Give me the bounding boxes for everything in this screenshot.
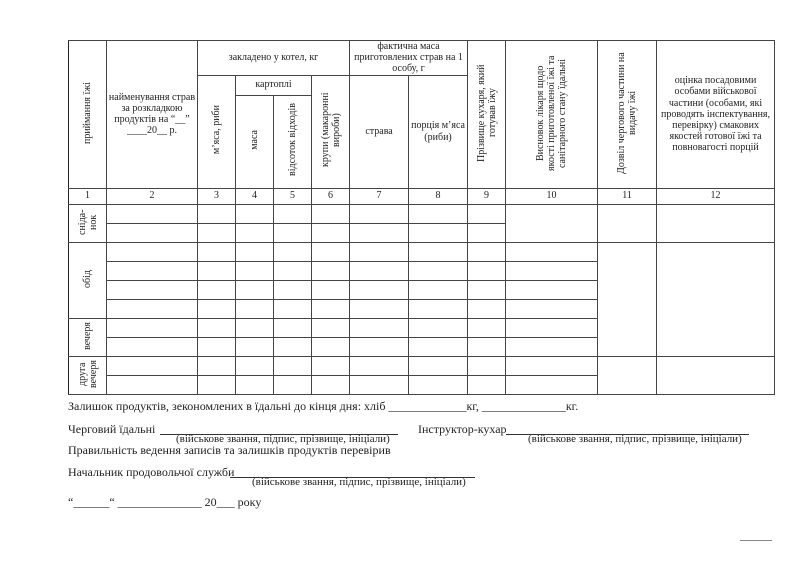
entry-cell[interactable]: [657, 204, 775, 242]
instructor-label: Інструктор-кухар: [418, 422, 507, 436]
entry-cell[interactable]: [312, 299, 350, 318]
column-number: 8: [409, 188, 468, 204]
header-dish: страва: [350, 75, 409, 188]
entry-cell[interactable]: [274, 337, 312, 356]
date-line[interactable]: “______“ ______________ 20___ року: [68, 495, 262, 509]
column-number: 1: [69, 188, 107, 204]
entry-cell[interactable]: [598, 204, 657, 242]
entry-cell[interactable]: [409, 375, 468, 394]
header-cook-name: Прізвище кухаря, який готував їжу: [468, 41, 506, 189]
entry-cell[interactable]: [506, 280, 598, 299]
entry-cell[interactable]: [468, 299, 506, 318]
entry-cell[interactable]: [312, 375, 350, 394]
meal-label-second-dinner: друга вечеря: [69, 356, 107, 394]
entry-cell[interactable]: [657, 356, 775, 394]
entry-cell[interactable]: [236, 299, 274, 318]
entry-cell[interactable]: [409, 204, 468, 223]
entry-cell[interactable]: [409, 261, 468, 280]
instructor-caption: (військове звання, підпис, прізвище, ініціали): [528, 433, 742, 445]
column-number: 11: [598, 188, 657, 204]
entry-cell[interactable]: [274, 375, 312, 394]
entry-cell[interactable]: [107, 223, 198, 242]
entry-cell[interactable]: [350, 261, 409, 280]
column-number: 2: [107, 188, 198, 204]
header-groats: крупи (макаронні вироби): [312, 75, 350, 188]
entry-cell[interactable]: [198, 375, 236, 394]
entry-cell[interactable]: [350, 223, 409, 242]
column-number: 5: [274, 188, 312, 204]
entry-cell[interactable]: [236, 318, 274, 337]
entry-cell[interactable]: [107, 299, 198, 318]
meal-label-dinner: вечеря: [69, 318, 107, 356]
entry-cell[interactable]: [198, 337, 236, 356]
entry-cell[interactable]: [350, 242, 409, 261]
entry-cell[interactable]: [236, 261, 274, 280]
entry-cell[interactable]: [107, 280, 198, 299]
entry-cell[interactable]: [312, 261, 350, 280]
entry-cell[interactable]: [198, 299, 236, 318]
header-portion-meat: порція м’яса (риби): [409, 75, 468, 188]
entry-cell[interactable]: [468, 318, 506, 337]
dining-duty-caption: (військове звання, підпис, прізвище, ініціали): [176, 433, 390, 445]
entry-cell[interactable]: [598, 356, 657, 394]
entry-cell[interactable]: [468, 204, 506, 223]
entry-cell[interactable]: [468, 280, 506, 299]
entry-cell[interactable]: [107, 337, 198, 356]
entry-cell[interactable]: [107, 204, 198, 223]
entry-cell[interactable]: [350, 299, 409, 318]
entry-cell[interactable]: [506, 299, 598, 318]
column-number: 7: [350, 188, 409, 204]
entry-cell[interactable]: [236, 280, 274, 299]
entry-cell[interactable]: [468, 356, 506, 375]
entry-cell[interactable]: [198, 204, 236, 223]
header-potatoes: картоплі: [236, 75, 312, 95]
daily-food-register-table: [68, 40, 775, 395]
entry-cell[interactable]: [350, 337, 409, 356]
entry-cell[interactable]: [107, 261, 198, 280]
column-number: 3: [198, 188, 236, 204]
entry-cell[interactable]: [468, 337, 506, 356]
entry-cell[interactable]: [409, 318, 468, 337]
entry-cell[interactable]: [198, 261, 236, 280]
entry-cell[interactable]: [274, 299, 312, 318]
entry-cell[interactable]: [236, 204, 274, 223]
table-row: [69, 242, 775, 261]
entry-cell[interactable]: [236, 356, 274, 375]
entry-cell[interactable]: [506, 356, 598, 375]
remainder-line: Залишок продуктів, зекономлених в їдальні до кінця дня: хліб _____________кг, ______________кг.: [68, 399, 579, 413]
entry-cell[interactable]: [350, 356, 409, 375]
entry-cell[interactable]: [236, 337, 274, 356]
entry-cell[interactable]: [107, 375, 198, 394]
entry-cell[interactable]: [236, 375, 274, 394]
entry-cell[interactable]: [274, 318, 312, 337]
entry-cell[interactable]: [468, 223, 506, 242]
entry-cell[interactable]: [350, 318, 409, 337]
entry-cell[interactable]: [350, 204, 409, 223]
entry-cell[interactable]: [312, 337, 350, 356]
entry-cell[interactable]: [409, 242, 468, 261]
table-row: [69, 204, 775, 223]
table-row: [69, 356, 775, 375]
entry-cell[interactable]: [198, 223, 236, 242]
column-number: 9: [468, 188, 506, 204]
entry-cell[interactable]: [236, 242, 274, 261]
entry-cell[interactable]: [312, 242, 350, 261]
entry-cell[interactable]: [350, 280, 409, 299]
entry-cell[interactable]: [506, 318, 598, 337]
entry-cell[interactable]: [312, 280, 350, 299]
entry-cell[interactable]: [198, 242, 236, 261]
entry-cell[interactable]: [198, 356, 236, 375]
header-potato-mass: маса: [236, 95, 274, 188]
entry-cell[interactable]: [274, 356, 312, 375]
entry-cell[interactable]: [506, 337, 598, 356]
header-duty-permission: Дозвіл чергового частини на видачу їжі: [598, 41, 657, 189]
header-meal-time: приймання їжі: [69, 41, 107, 189]
entry-cell[interactable]: [274, 204, 312, 223]
dining-duty-label: Черговий їдальні: [68, 422, 156, 436]
entry-cell[interactable]: [274, 242, 312, 261]
header-quality-assessment: оцінка посадовими особами військової частини (особами, які проводять інспектування, перевірку) смакових якостей готової їжі та повновагості порцій: [657, 41, 775, 189]
entry-cell[interactable]: [468, 242, 506, 261]
entry-cell[interactable]: [409, 223, 468, 242]
meal-label-lunch: обід: [69, 242, 107, 318]
food-chief-label: Начальник продовольчої служби: [68, 465, 235, 479]
column-number: 4: [236, 188, 274, 204]
entry-cell[interactable]: [274, 280, 312, 299]
entry-cell[interactable]: [312, 204, 350, 223]
entry-cell[interactable]: [506, 375, 598, 394]
page-corner-mark: [740, 540, 772, 541]
entry-cell[interactable]: [506, 261, 598, 280]
entry-cell[interactable]: [274, 261, 312, 280]
entry-cell[interactable]: [312, 356, 350, 375]
entry-cell[interactable]: [409, 356, 468, 375]
header-actual-mass: фактична маса приготовлених страв на 1 особу, г: [350, 41, 468, 76]
entry-cell[interactable]: [312, 223, 350, 242]
entry-cell[interactable]: [236, 223, 274, 242]
column-number: 6: [312, 188, 350, 204]
entry-cell[interactable]: [198, 318, 236, 337]
entry-cell[interactable]: [409, 299, 468, 318]
entry-cell[interactable]: [598, 242, 657, 356]
entry-cell[interactable]: [468, 375, 506, 394]
header-meat-fish: м’яса, риби: [198, 75, 236, 188]
entry-cell[interactable]: [107, 356, 198, 375]
entry-cell[interactable]: [107, 242, 198, 261]
entry-cell[interactable]: [468, 261, 506, 280]
column-numbers-row: [69, 188, 775, 204]
header-doctor-conclusion: Висновок лікаря щодо якості приготовленої їжі та санітарного стану їдальні: [506, 41, 598, 189]
entry-cell[interactable]: [274, 223, 312, 242]
entry-cell[interactable]: [198, 280, 236, 299]
header-waste-percent: відсоток відходів: [274, 95, 312, 188]
entry-cell[interactable]: [350, 375, 409, 394]
entry-cell[interactable]: [506, 204, 598, 242]
entry-cell[interactable]: [107, 318, 198, 337]
entry-cell[interactable]: [657, 242, 775, 356]
entry-cell[interactable]: [506, 242, 598, 261]
food-chief-caption: (військове звання, підпис, прізвище, ініціали): [252, 476, 466, 488]
correctness-check-line: Правильність ведення записів та залишків продуктів перевірив: [68, 443, 391, 457]
entry-cell[interactable]: [409, 280, 468, 299]
column-number: 10: [506, 188, 598, 204]
entry-cell[interactable]: [409, 337, 468, 356]
entry-cell[interactable]: [312, 318, 350, 337]
meal-label-breakfast: снідa-нок: [69, 204, 107, 242]
header-laid-in-kettle: закладено у котел, кг: [198, 41, 350, 76]
column-number: 12: [657, 188, 775, 204]
header-dish-name: найменування страв за розкладкою продуктів на “__” ____20__ р.: [107, 41, 198, 189]
